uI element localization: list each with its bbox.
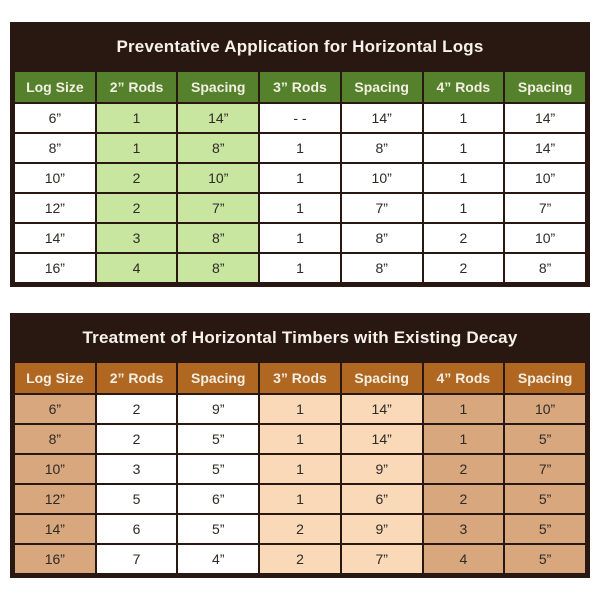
value-cell: 10”	[504, 394, 586, 424]
value-cell: 10”	[504, 163, 586, 193]
value-cell: 7”	[504, 193, 586, 223]
table-row	[14, 394, 586, 424]
preventative-table	[13, 70, 587, 284]
log-size-cell: 8”	[14, 133, 96, 163]
value-cell: 1	[259, 454, 341, 484]
value-cell: 1	[259, 163, 341, 193]
value-cell: 2	[96, 163, 178, 193]
value-cell: 1	[423, 193, 505, 223]
value-cell: 3	[423, 514, 505, 544]
value-cell: 14”	[341, 424, 423, 454]
value-cell: 6”	[341, 484, 423, 514]
log-size-cell: 12”	[14, 193, 96, 223]
value-cell: 5”	[177, 454, 259, 484]
log-size-cell: 16”	[14, 253, 96, 283]
value-cell: 1	[259, 424, 341, 454]
table-row	[14, 514, 586, 544]
value-cell: 5”	[504, 484, 586, 514]
value-cell: 9”	[341, 514, 423, 544]
value-cell: 1	[423, 163, 505, 193]
value-cell: 1	[259, 253, 341, 283]
value-cell: - -	[259, 103, 341, 133]
treatment-table-card	[10, 313, 590, 578]
column-header: Log Size	[14, 71, 96, 103]
log-size-cell: 10”	[14, 163, 96, 193]
value-cell: 4”	[177, 544, 259, 574]
treatment-table	[13, 361, 587, 575]
value-cell: 2	[96, 193, 178, 223]
value-cell: 9”	[341, 454, 423, 484]
log-size-cell: 6”	[14, 394, 96, 424]
value-cell: 14”	[341, 103, 423, 133]
value-cell: 2	[423, 484, 505, 514]
value-cell: 5”	[504, 544, 586, 574]
value-cell: 3	[96, 454, 178, 484]
column-header: Log Size	[14, 362, 96, 394]
value-cell: 6”	[177, 484, 259, 514]
table-row	[14, 163, 586, 193]
value-cell: 1	[96, 133, 178, 163]
value-cell: 8”	[341, 253, 423, 283]
table-row	[14, 103, 586, 133]
column-header: 2” Rods	[96, 71, 178, 103]
table-row	[14, 484, 586, 514]
log-size-cell: 14”	[14, 514, 96, 544]
preventative-header-row	[14, 71, 586, 103]
value-cell: 10”	[177, 163, 259, 193]
value-cell: 5	[96, 484, 178, 514]
column-header: 3” Rods	[259, 362, 341, 394]
value-cell: 7	[96, 544, 178, 574]
value-cell: 1	[423, 394, 505, 424]
value-cell: 1	[96, 103, 178, 133]
column-header: 4” Rods	[423, 362, 505, 394]
value-cell: 6	[96, 514, 178, 544]
log-size-cell: 8”	[14, 424, 96, 454]
log-size-cell: 10”	[14, 454, 96, 484]
table-row	[14, 223, 586, 253]
value-cell: 2	[259, 514, 341, 544]
column-header: Spacing	[504, 71, 586, 103]
preventative-table-title: Preventative Application for Horizontal Logs	[13, 25, 587, 70]
value-cell: 5”	[504, 514, 586, 544]
value-cell: 1	[259, 193, 341, 223]
table-row	[14, 544, 586, 574]
table-row	[14, 193, 586, 223]
value-cell: 10”	[341, 163, 423, 193]
value-cell: 1	[259, 223, 341, 253]
value-cell: 5”	[177, 424, 259, 454]
value-cell: 8”	[177, 253, 259, 283]
value-cell: 5”	[177, 514, 259, 544]
value-cell: 5”	[504, 424, 586, 454]
value-cell: 4	[96, 253, 178, 283]
log-size-cell: 14”	[14, 223, 96, 253]
column-header: Spacing	[341, 362, 423, 394]
log-size-cell: 6”	[14, 103, 96, 133]
column-header: 3” Rods	[259, 71, 341, 103]
value-cell: 8”	[341, 133, 423, 163]
value-cell: 1	[423, 103, 505, 133]
value-cell: 8”	[504, 253, 586, 283]
column-header: 2” Rods	[96, 362, 178, 394]
value-cell: 14”	[341, 394, 423, 424]
value-cell: 14”	[504, 103, 586, 133]
value-cell: 14”	[504, 133, 586, 163]
value-cell: 1	[259, 133, 341, 163]
value-cell: 7”	[504, 454, 586, 484]
log-size-cell: 12”	[14, 484, 96, 514]
value-cell: 2	[423, 253, 505, 283]
table-row	[14, 253, 586, 283]
value-cell: 1	[259, 484, 341, 514]
value-cell: 14”	[177, 103, 259, 133]
value-cell: 1	[259, 394, 341, 424]
value-cell: 2	[96, 424, 178, 454]
value-cell: 10”	[504, 223, 586, 253]
table-row	[14, 454, 586, 484]
value-cell: 2	[259, 544, 341, 574]
column-header: Spacing	[341, 71, 423, 103]
column-header: Spacing	[177, 362, 259, 394]
column-header: Spacing	[177, 71, 259, 103]
log-size-cell: 16”	[14, 544, 96, 574]
value-cell: 4	[423, 544, 505, 574]
column-header: Spacing	[504, 362, 586, 394]
value-cell: 7”	[177, 193, 259, 223]
value-cell: 7”	[341, 544, 423, 574]
value-cell: 3	[96, 223, 178, 253]
value-cell: 2	[423, 223, 505, 253]
treatment-table-title: Treatment of Horizontal Timbers with Existing Decay	[13, 316, 587, 361]
value-cell: 9”	[177, 394, 259, 424]
value-cell: 1	[423, 424, 505, 454]
value-cell: 8”	[177, 133, 259, 163]
value-cell: 2	[96, 394, 178, 424]
value-cell: 2	[423, 454, 505, 484]
table-row	[14, 133, 586, 163]
value-cell: 8”	[177, 223, 259, 253]
treatment-header-row	[14, 362, 586, 394]
preventative-table-card	[10, 22, 590, 287]
value-cell: 8”	[341, 223, 423, 253]
value-cell: 7”	[341, 193, 423, 223]
column-header: 4” Rods	[423, 71, 505, 103]
value-cell: 1	[423, 133, 505, 163]
table-row	[14, 424, 586, 454]
